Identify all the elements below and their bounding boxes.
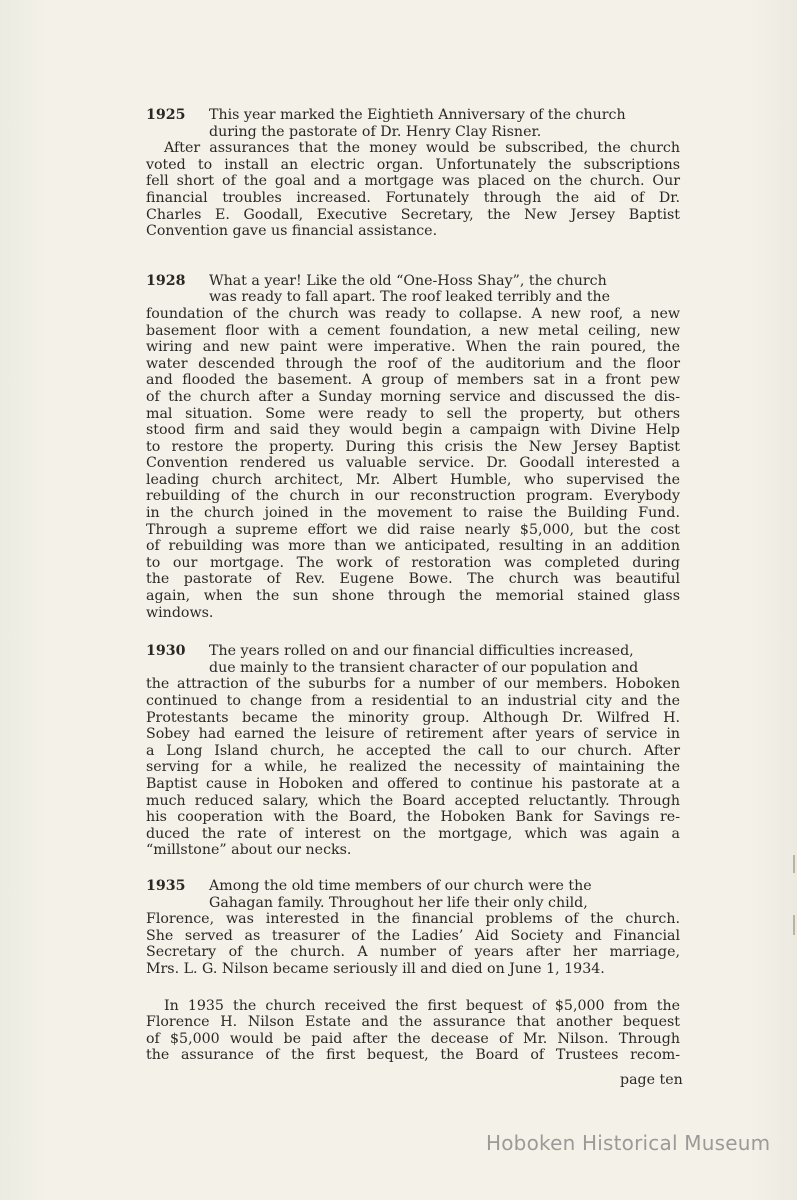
entry-second-line: due mainly to the transient character of our population and (209, 659, 639, 676)
body-line: stood firm and said they would begin a campaign with Divine Help (146, 422, 680, 439)
body-line: leading church architect, Mr. Albert Humble, who supervised the (146, 471, 680, 488)
body-line: serving for a while, he realized the necessity of maintaining the (146, 759, 680, 776)
page-edge-mark (793, 855, 795, 873)
body-line: to our mortgage. The work of restoration was completed during (146, 554, 680, 571)
entry-body (146, 140, 680, 240)
body-line: the assurance of the first bequest, the Board of Trustees recom- (146, 1047, 680, 1064)
body-line: to restore the property. During this crisis the New Jersey Baptist (146, 438, 680, 455)
body-line: Convention gave us financial assistance. (146, 223, 438, 240)
body-line: financial troubles increased. Fortunately through the aid of Dr. (146, 189, 680, 206)
body-line: “millstone” about our necks. (146, 842, 352, 859)
body-line: mal situation. Some were ready to sell the property, but others (146, 405, 680, 422)
body-line: again, when the sun shone through the memorial stained glass (146, 588, 680, 605)
body-line: She served as treasurer of the Ladies’ Aid Society and Financial (146, 927, 680, 944)
entry-first-line-text: What a year! Like the old “One-Hoss Shay”, the church (209, 272, 607, 289)
entry-1928 (146, 273, 680, 621)
entry-1930 (146, 643, 680, 859)
body-line: his cooperation with the Board, the Hoboken Bank for Savings re- (146, 809, 680, 826)
body-line: a Long Island church, he accepted the call to our church. After (146, 742, 680, 759)
entry-body (146, 676, 680, 859)
page-edge-mark (793, 915, 795, 935)
body-line: continued to change from a residential to an industrial city and the (146, 693, 680, 709)
body-line: Charles E. Goodall, Executive Secretary, the New Jersey Baptist (146, 206, 680, 223)
entry-1925 (146, 107, 680, 240)
body-line: of rebuilding was more than we anticipated, resulting in an addition (146, 538, 680, 555)
entry-year: 1930 (146, 643, 186, 660)
entry-second-line: Gahagan family. Throughout her life their only child, (209, 894, 588, 911)
entry-first-line-text: This year marked the Eightieth Anniversary of the church (209, 107, 626, 123)
body-line: duced the rate of interest on the mortgage, which was again a (146, 825, 680, 842)
body-line: Mrs. L. G. Nilson became seriously ill and died on June 1, 1934. (146, 960, 605, 977)
entry-first-line-text: The years rolled on and our financial difficulties increased, (209, 643, 634, 660)
body-line: After assurances that the money would be subscribed, the church (164, 140, 680, 157)
body-line: foundation of the church was ready to collapse. A new roof, a new (146, 305, 680, 322)
body-line: the attraction of the suburbs for a number of our members. Hoboken (146, 676, 680, 693)
museum-watermark: Hoboken Historical Museum (486, 1131, 771, 1155)
body-line: the pastorate of Rev. Eugene Bowe. The church was beautiful (146, 571, 680, 588)
page-text (146, 107, 680, 1064)
body-line: much reduced salary, which the Board accepted reluctantly. Through (146, 792, 680, 809)
body-line: voted to install an electric organ. Unfortunately the subscriptions (146, 156, 680, 173)
body-line: in the church joined in the movement to raise the Building Fund. (146, 505, 680, 522)
entry-second-line: during the pastorate of Dr. Henry Clay Risner. (209, 123, 542, 140)
body-line: and flooded the basement. A group of members sat in a front pew (146, 372, 680, 389)
closing-paragraph (146, 998, 680, 1064)
entry-body (146, 306, 680, 621)
page-number: page ten (620, 1072, 683, 1088)
body-line: fell short of the goal and a mortgage was placed on the church. Our (146, 173, 680, 190)
entry-second-line: was ready to fall apart. The roof leaked terribly and the (209, 289, 611, 306)
body-line: of the church after a Sunday morning service and discussed the dis- (146, 388, 680, 405)
body-line: Florence, was interested in the financial problems of the church. (146, 911, 680, 928)
entry-1935 (146, 878, 680, 978)
body-line: Baptist cause in Hoboken and offered to continue his pastorate at a (146, 775, 680, 792)
body-line: Sobey had earned the leisure of retirement after years of service in (146, 726, 680, 743)
entry-first-line (146, 107, 680, 124)
entry-year: 1928 (146, 272, 186, 289)
entry-body (146, 911, 680, 977)
entry-year: 1935 (146, 877, 186, 894)
body-line: of $5,000 would be paid after the decease of Mr. Nilson. Through (146, 1030, 680, 1047)
body-line: water descended through the roof of the auditorium and the floor (146, 355, 680, 372)
entry-year: 1925 (146, 107, 186, 123)
body-line: In 1935 the church received the first bequest of $5,000 from the (164, 997, 680, 1014)
body-line: basement floor with a cement foundation, a new metal ceiling, new (146, 322, 680, 339)
entry-first-line (146, 273, 680, 290)
body-line: wiring and new paint were imperative. When the rain poured, the (146, 339, 680, 356)
body-line: windows. (146, 604, 214, 621)
body-line: Secretary of the church. A number of years after her marriage, (146, 944, 680, 961)
body-line: Through a supreme effort we did raise nearly $5,000, but the cost (146, 521, 680, 538)
body-line: Florence H. Nilson Estate and the assurance that another bequest (146, 1014, 680, 1031)
body-line: rebuilding of the church in our reconstruction program. Everybody (146, 488, 680, 505)
body-line: Protestants became the minority group. Although Dr. Wilfred H. (146, 709, 680, 726)
entry-first-line-text: Among the old time members of our church were the (209, 877, 592, 894)
body-line: Convention rendered us valuable service. Dr. Goodall interested a (146, 455, 680, 472)
entry-first-line (146, 643, 680, 660)
entry-first-line (146, 878, 680, 895)
